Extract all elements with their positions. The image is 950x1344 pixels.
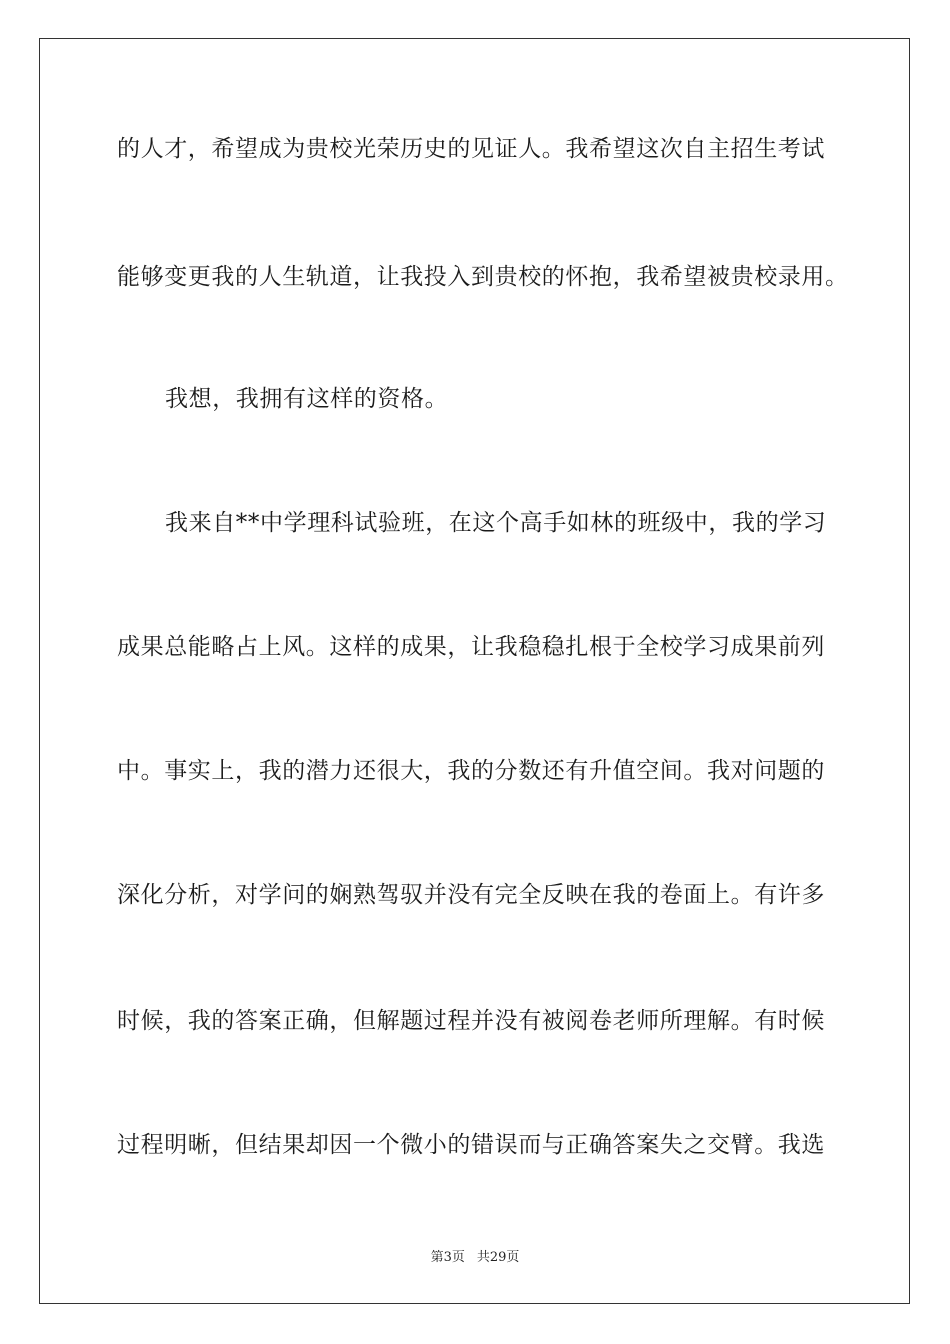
text-line: 时候，我的答案正确，但解题过程并没有被阅卷老师所理解。有时候 [117, 1008, 825, 1034]
page-number-total: 共29页 [476, 1250, 520, 1265]
text-line: 过程明晰，但结果却因一个微小的错误而与正确答案失之交臂。我选 [117, 1132, 825, 1158]
text-line: 成果总能略占上风。这样的成果，让我稳稳扎根于全校学习成果前列 [117, 634, 825, 660]
text-line: 的人才，希望成为贵校光荣历史的见证人。我希望这次自主招生考试 [117, 136, 825, 162]
text-line: 中。事实上，我的潜力还很大，我的分数还有升值空间。我对问题的 [117, 758, 825, 784]
text-line: 我想，我拥有这样的资格。 [165, 386, 449, 412]
text-line: 能够变更我的人生轨道，让我投入到贵校的怀抱，我希望被贵校录用。 [117, 264, 849, 290]
page-number-current: 第3页 [430, 1250, 465, 1265]
text-line: 我来自**中学理科试验班，在这个高手如林的班级中，我的学习 [165, 510, 827, 536]
page-border [39, 38, 910, 1304]
text-line: 深化分析，对学问的娴熟驾驭并没有完全反映在我的卷面上。有许多 [117, 882, 825, 908]
page-footer [0, 1246, 950, 1265]
